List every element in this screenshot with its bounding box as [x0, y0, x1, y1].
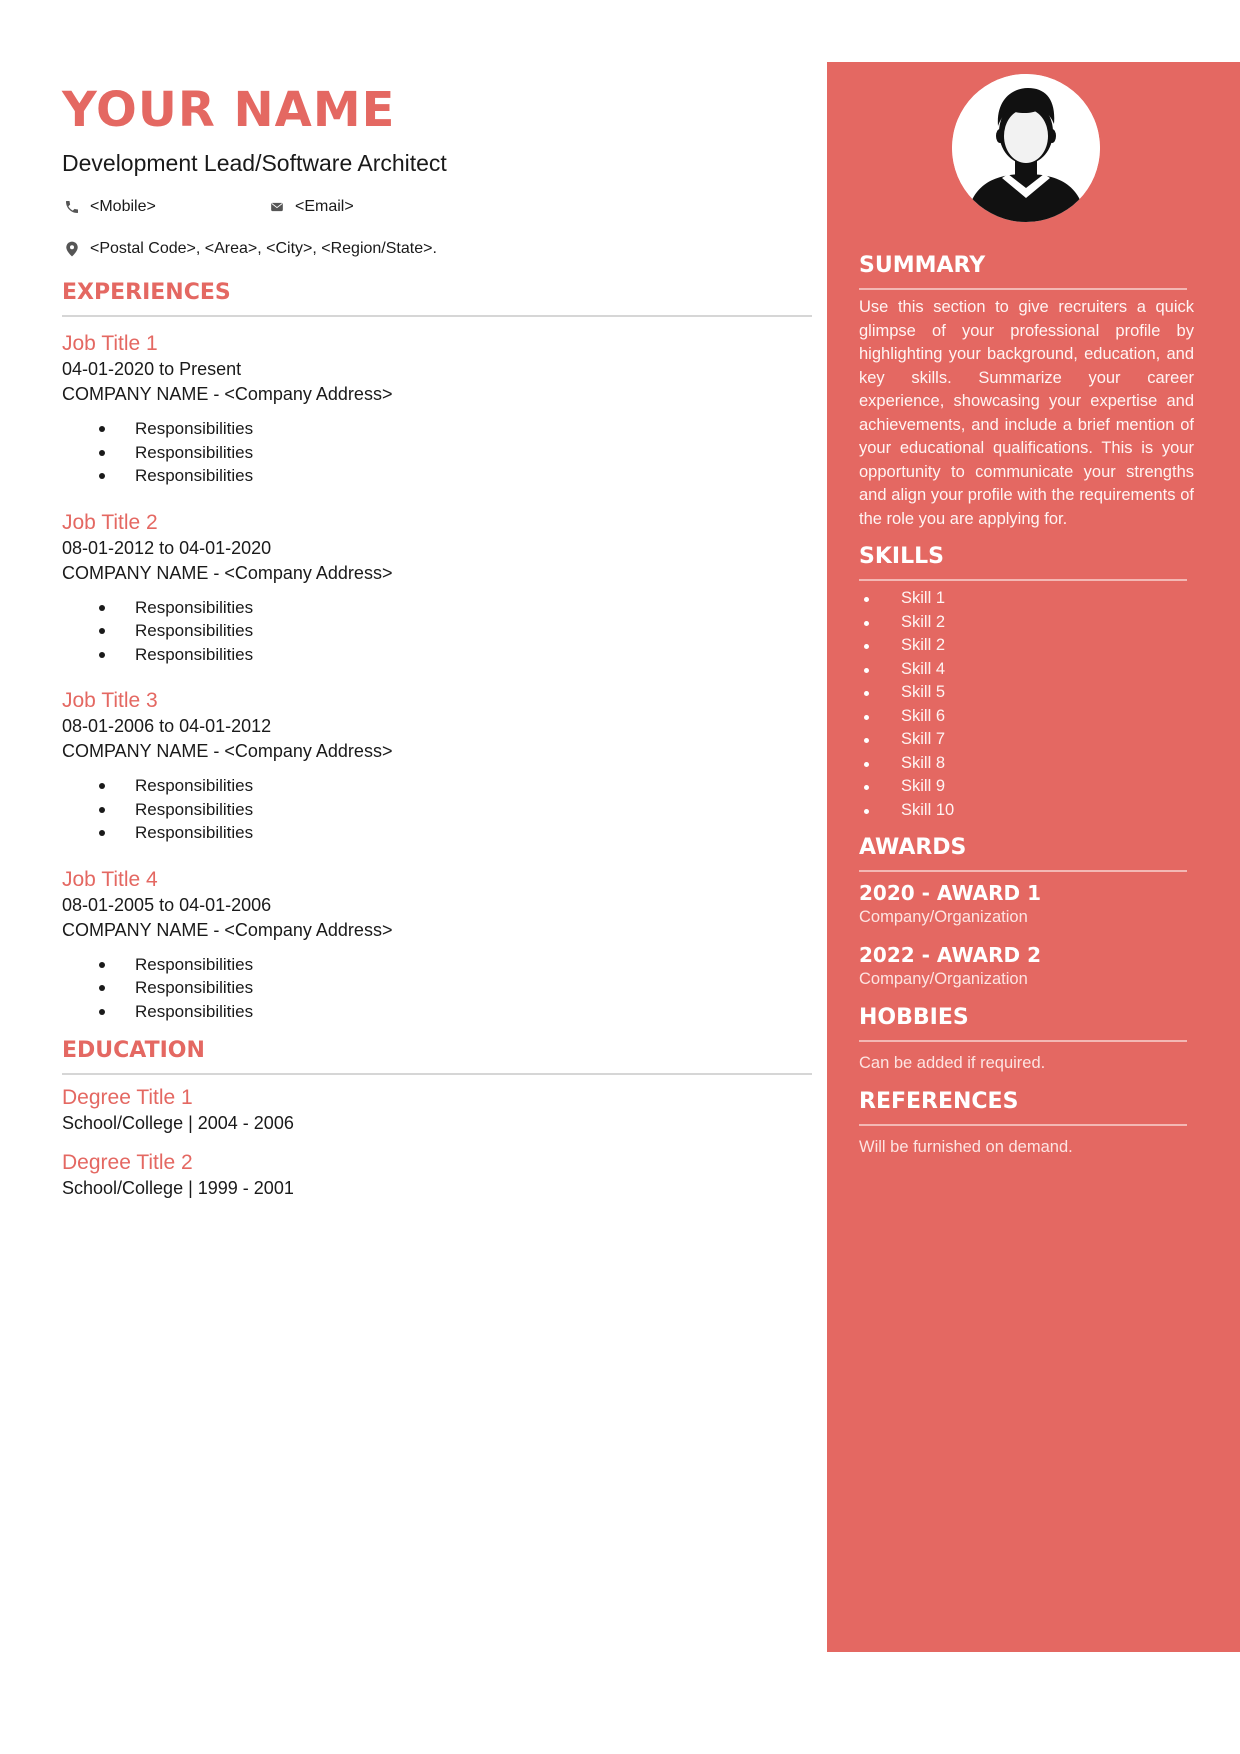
responsibility-item: Responsibilities: [62, 596, 812, 620]
hobbies-heading: HOBBIES: [859, 1005, 969, 1030]
job-entry: [62, 331, 812, 488]
responsibility-item: Responsibilities: [62, 1000, 812, 1024]
skill-item: Skill 7: [859, 728, 1194, 752]
degree-entry: [62, 1150, 812, 1201]
award-org: Company/Organization: [859, 970, 1028, 988]
degree-entry: [62, 1085, 812, 1136]
responsibility-item: Responsibilities: [62, 953, 812, 977]
skill-item: Skill 1: [859, 587, 1194, 611]
skill-item: Skill 4: [859, 658, 1194, 682]
job-entry: [62, 510, 812, 667]
responsibility-item: Responsibilities: [62, 417, 812, 441]
award-entry: [859, 880, 1194, 928]
experiences-section: [62, 279, 812, 1023]
job-dates: 04-01-2020 to Present: [62, 359, 242, 379]
responsibility-item: Responsibilities: [62, 643, 812, 667]
degree-school: School/College | 2004 - 2006: [62, 1113, 294, 1133]
references-text: Will be furnished on demand.: [859, 1138, 1073, 1156]
education-section: [62, 1037, 812, 1201]
skills-list: [859, 587, 1194, 822]
mobile-contact: [62, 197, 267, 217]
sidebar-content: [859, 252, 1194, 1158]
skill-item: Skill 6: [859, 705, 1194, 729]
education-divider: [62, 1073, 812, 1075]
location-pin-icon: [62, 239, 82, 259]
degree-school: School/College | 1999 - 2001: [62, 1178, 294, 1198]
avatar: [952, 74, 1100, 222]
responsibility-item: Responsibilities: [62, 821, 812, 845]
award-title: 2020 - AWARD 1: [859, 881, 1041, 905]
email-contact: [267, 197, 354, 217]
responsibility-item: Responsibilities: [62, 464, 812, 488]
job-dates: 08-01-2006 to 04-01-2012: [62, 716, 272, 736]
summary-text: Use this section to give recruiters a quick glimpse of your professional profile by highlighting your background, education, and key skills. Summarize your career experience, showcasing your expertise and achievements, and include a brief mention of your educational qualifications. This is your opportunity to communicate your strengths and align your profile with the requirements of the role you are applying for.: [859, 298, 1194, 528]
summary-heading: SUMMARY: [859, 253, 986, 278]
job-company: COMPANY NAME - <Company Address>: [62, 562, 393, 583]
contact-row: [62, 197, 812, 217]
job-title: Job Title 1: [62, 332, 158, 355]
candidate-name: YOUR NAME: [62, 82, 396, 138]
job-entry: [62, 867, 812, 1024]
responsibility-item: Responsibilities: [62, 798, 812, 822]
job-title: Job Title 2: [62, 510, 158, 534]
references-heading: REFERENCES: [859, 1089, 1019, 1114]
job-title: Job Title 3: [62, 689, 158, 712]
summary-divider: [859, 288, 1187, 290]
responsibility-item: Responsibilities: [62, 619, 812, 643]
phone-icon: [62, 197, 82, 217]
skill-item: Skill 2: [859, 634, 1194, 658]
experiences-heading: EXPERIENCES: [62, 280, 231, 305]
responsibility-item: Responsibilities: [62, 976, 812, 1000]
degree-title: Degree Title 1: [62, 1086, 193, 1109]
job-company: COMPANY NAME - <Company Address>: [62, 919, 393, 940]
education-heading: EDUCATION: [62, 1038, 205, 1063]
responsibility-list: [62, 596, 812, 667]
skill-item: Skill 8: [859, 752, 1194, 776]
sidebar: [827, 62, 1240, 1652]
responsibility-list: [62, 417, 812, 488]
address-contact: [62, 239, 437, 259]
job-dates: 08-01-2012 to 04-01-2020: [62, 537, 272, 558]
email-icon: [267, 197, 287, 217]
job-title: Job Title 4: [62, 867, 158, 891]
mobile-text: <Mobile>: [90, 198, 156, 215]
email-text: <Email>: [295, 198, 354, 215]
references-divider: [859, 1124, 1187, 1126]
job-role: Development Lead/Software Architect: [62, 150, 447, 176]
responsibility-list: [62, 774, 812, 845]
hobbies-divider: [859, 1040, 1187, 1042]
award-entry: [859, 942, 1194, 990]
skills-heading: SKILLS: [859, 544, 944, 569]
main-column: [62, 80, 812, 1201]
responsibility-item: Responsibilities: [62, 441, 812, 465]
awards-heading: AWARDS: [859, 835, 967, 860]
address-row: [62, 239, 812, 259]
job-company: COMPANY NAME - <Company Address>: [62, 741, 393, 761]
award-title: 2022 - AWARD 2: [859, 943, 1041, 967]
degree-title: Degree Title 2: [62, 1151, 193, 1174]
job-dates: 08-01-2005 to 04-01-2006: [62, 894, 272, 915]
person-avatar-icon: [952, 74, 1100, 222]
skill-item: Skill 10: [859, 799, 1194, 823]
job-company: COMPANY NAME - <Company Address>: [62, 384, 393, 404]
hobbies-text: Can be added if required.: [859, 1054, 1046, 1072]
job-entry: [62, 688, 812, 845]
skill-item: Skill 2: [859, 611, 1194, 635]
award-org: Company/Organization: [859, 908, 1028, 926]
skill-item: Skill 5: [859, 681, 1194, 705]
skills-divider: [859, 579, 1187, 581]
experiences-divider: [62, 315, 812, 317]
responsibility-item: Responsibilities: [62, 774, 812, 798]
responsibility-list: [62, 953, 812, 1024]
address-text: <Postal Code>, <Area>, <City>, <Region/State>.: [90, 240, 437, 257]
awards-divider: [859, 870, 1187, 872]
skill-item: Skill 9: [859, 775, 1194, 799]
